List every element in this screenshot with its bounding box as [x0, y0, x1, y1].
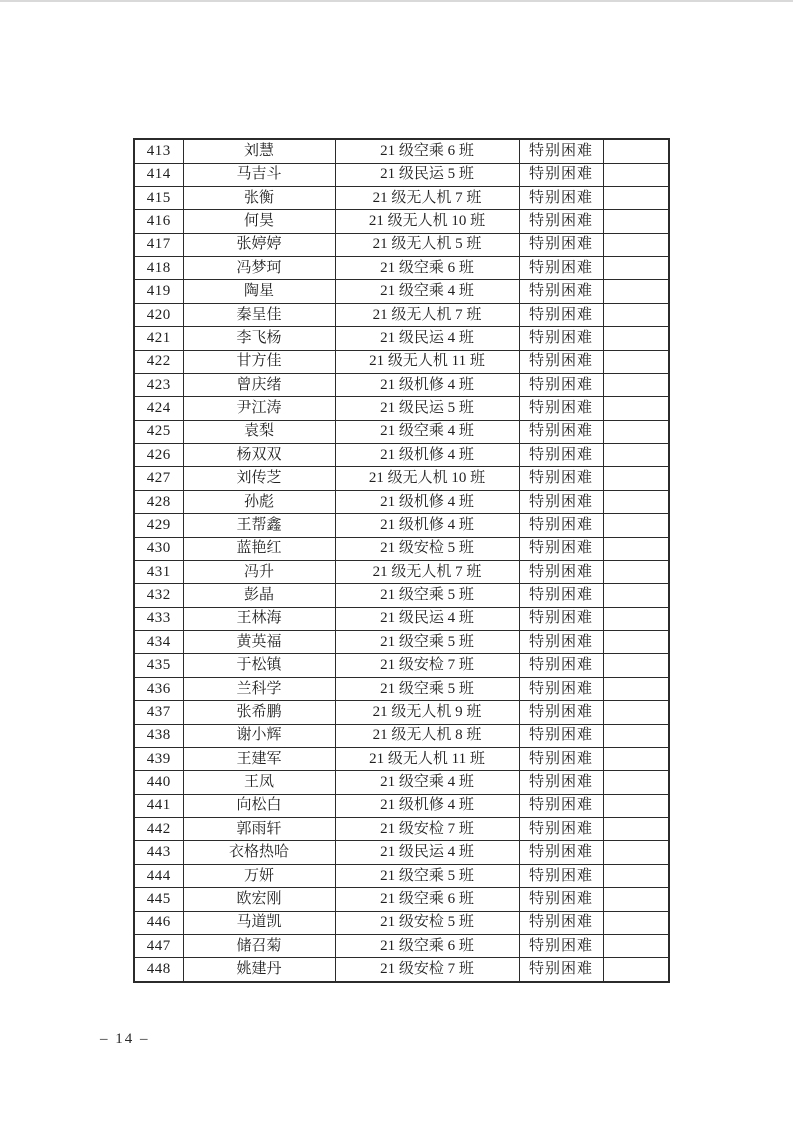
table-row — [134, 701, 669, 724]
cell-note — [603, 490, 669, 513]
table-row — [134, 420, 669, 443]
cell-class: 21 级空乘 4 班 — [335, 420, 519, 443]
cell-no: 431 — [134, 560, 183, 583]
table-row — [134, 444, 669, 467]
cell-status: 特别困难 — [519, 888, 603, 911]
cell-status: 特别困难 — [519, 210, 603, 233]
table-row — [134, 654, 669, 677]
cell-note — [603, 163, 669, 186]
table-row — [134, 841, 669, 864]
cell-note — [603, 654, 669, 677]
cell-class: 21 级民运 5 班 — [335, 163, 519, 186]
cell-class: 21 级空乘 6 班 — [335, 257, 519, 280]
cell-no: 435 — [134, 654, 183, 677]
cell-class: 21 级民运 4 班 — [335, 841, 519, 864]
cell-class: 21 级空乘 5 班 — [335, 584, 519, 607]
cell-note — [603, 677, 669, 700]
cell-no: 420 — [134, 303, 183, 326]
cell-class: 21 级空乘 6 班 — [335, 139, 519, 163]
cell-status: 特别困难 — [519, 163, 603, 186]
cell-class: 21 级无人机 8 班 — [335, 724, 519, 747]
cell-note — [603, 841, 669, 864]
cell-status: 特别困难 — [519, 257, 603, 280]
cell-name: 兰科学 — [183, 677, 335, 700]
table-row — [134, 303, 669, 326]
table-row — [134, 584, 669, 607]
cell-no: 436 — [134, 677, 183, 700]
cell-name: 陶星 — [183, 280, 335, 303]
cell-name: 马吉斗 — [183, 163, 335, 186]
cell-status: 特别困难 — [519, 607, 603, 630]
cell-status: 特别困难 — [519, 724, 603, 747]
cell-class: 21 级机修 4 班 — [335, 794, 519, 817]
cell-class: 21 级空乘 5 班 — [335, 864, 519, 887]
cell-name: 张衡 — [183, 186, 335, 209]
cell-note — [603, 350, 669, 373]
cell-class: 21 级安检 7 班 — [335, 654, 519, 677]
cell-no: 441 — [134, 794, 183, 817]
table-row — [134, 327, 669, 350]
cell-status: 特别困难 — [519, 701, 603, 724]
cell-note — [603, 560, 669, 583]
cell-no: 430 — [134, 537, 183, 560]
cell-status: 特别困难 — [519, 864, 603, 887]
cell-status: 特别困难 — [519, 397, 603, 420]
cell-status: 特别困难 — [519, 186, 603, 209]
cell-no: 444 — [134, 864, 183, 887]
cell-class: 21 级无人机 11 班 — [335, 747, 519, 770]
cell-name: 李飞杨 — [183, 327, 335, 350]
table-row — [134, 771, 669, 794]
cell-name: 储召菊 — [183, 934, 335, 957]
cell-class: 21 级无人机 9 班 — [335, 701, 519, 724]
cell-class: 21 级空乘 6 班 — [335, 934, 519, 957]
cell-no: 421 — [134, 327, 183, 350]
table-row — [134, 139, 669, 163]
cell-no: 440 — [134, 771, 183, 794]
cell-status: 特别困难 — [519, 654, 603, 677]
cell-note — [603, 373, 669, 396]
cell-name: 黄英福 — [183, 631, 335, 654]
table-row — [134, 607, 669, 630]
cell-no: 429 — [134, 514, 183, 537]
table-row — [134, 864, 669, 887]
cell-name: 甘方佳 — [183, 350, 335, 373]
scan-edge-artifact — [0, 0, 793, 2]
cell-status: 特别困难 — [519, 958, 603, 982]
cell-note — [603, 724, 669, 747]
cell-name: 孙彪 — [183, 490, 335, 513]
cell-class: 21 级安检 7 班 — [335, 958, 519, 982]
cell-no: 443 — [134, 841, 183, 864]
cell-no: 425 — [134, 420, 183, 443]
cell-note — [603, 794, 669, 817]
cell-no: 427 — [134, 467, 183, 490]
cell-class: 21 级无人机 10 班 — [335, 467, 519, 490]
cell-note — [603, 701, 669, 724]
cell-class: 21 级空乘 5 班 — [335, 677, 519, 700]
cell-note — [603, 444, 669, 467]
table-row — [134, 490, 669, 513]
cell-name: 衣格热哈 — [183, 841, 335, 864]
cell-note — [603, 257, 669, 280]
cell-name: 曾庆绪 — [183, 373, 335, 396]
cell-name: 秦呈佳 — [183, 303, 335, 326]
cell-name: 刘慧 — [183, 139, 335, 163]
cell-note — [603, 818, 669, 841]
cell-no: 422 — [134, 350, 183, 373]
cell-status: 特别困难 — [519, 420, 603, 443]
cell-name: 马道凯 — [183, 911, 335, 934]
cell-status: 特别困难 — [519, 139, 603, 163]
table-row — [134, 467, 669, 490]
student-aid-table-body — [134, 139, 669, 982]
table-row — [134, 560, 669, 583]
page-number: – 14 – — [100, 1031, 150, 1047]
cell-no: 426 — [134, 444, 183, 467]
cell-status: 特别困难 — [519, 818, 603, 841]
cell-status: 特别困难 — [519, 490, 603, 513]
cell-status: 特别困难 — [519, 677, 603, 700]
cell-class: 21 级无人机 7 班 — [335, 560, 519, 583]
table-row — [134, 514, 669, 537]
cell-status: 特别困难 — [519, 280, 603, 303]
table-row — [134, 397, 669, 420]
table-row — [134, 888, 669, 911]
cell-status: 特别困难 — [519, 794, 603, 817]
table-row — [134, 537, 669, 560]
cell-status: 特别困难 — [519, 631, 603, 654]
table-row — [134, 210, 669, 233]
cell-no: 419 — [134, 280, 183, 303]
cell-name: 郭雨轩 — [183, 818, 335, 841]
cell-name: 何昊 — [183, 210, 335, 233]
cell-no: 413 — [134, 139, 183, 163]
cell-no: 414 — [134, 163, 183, 186]
table-row — [134, 186, 669, 209]
cell-name: 冯梦珂 — [183, 257, 335, 280]
cell-class: 21 级无人机 10 班 — [335, 210, 519, 233]
student-aid-table — [133, 138, 670, 983]
cell-name: 于松镇 — [183, 654, 335, 677]
table-row — [134, 257, 669, 280]
table-row — [134, 958, 669, 982]
cell-note — [603, 420, 669, 443]
cell-name: 蓝艳红 — [183, 537, 335, 560]
cell-name: 张婷婷 — [183, 233, 335, 256]
cell-note — [603, 397, 669, 420]
table-row — [134, 794, 669, 817]
cell-status: 特别困难 — [519, 911, 603, 934]
cell-no: 428 — [134, 490, 183, 513]
cell-name: 欧宏刚 — [183, 888, 335, 911]
cell-no: 437 — [134, 701, 183, 724]
cell-status: 特别困难 — [519, 373, 603, 396]
table-row — [134, 373, 669, 396]
cell-status: 特别困难 — [519, 537, 603, 560]
cell-class: 21 级机修 4 班 — [335, 514, 519, 537]
cell-name: 尹江涛 — [183, 397, 335, 420]
cell-status: 特别困难 — [519, 467, 603, 490]
table-row — [134, 818, 669, 841]
cell-class: 21 级无人机 11 班 — [335, 350, 519, 373]
cell-note — [603, 747, 669, 770]
cell-status: 特别困难 — [519, 747, 603, 770]
cell-no: 442 — [134, 818, 183, 841]
cell-note — [603, 467, 669, 490]
cell-class: 21 级空乘 5 班 — [335, 631, 519, 654]
cell-name: 王林海 — [183, 607, 335, 630]
cell-note — [603, 537, 669, 560]
cell-status: 特别困难 — [519, 233, 603, 256]
cell-status: 特别困难 — [519, 514, 603, 537]
cell-name: 张希鹏 — [183, 701, 335, 724]
cell-note — [603, 911, 669, 934]
cell-class: 21 级民运 4 班 — [335, 607, 519, 630]
cell-note — [603, 514, 669, 537]
cell-no: 418 — [134, 257, 183, 280]
cell-note — [603, 327, 669, 350]
cell-no: 433 — [134, 607, 183, 630]
cell-class: 21 级空乘 6 班 — [335, 888, 519, 911]
cell-class: 21 级空乘 4 班 — [335, 771, 519, 794]
cell-note — [603, 584, 669, 607]
cell-status: 特别困难 — [519, 771, 603, 794]
table-row — [134, 631, 669, 654]
cell-no: 417 — [134, 233, 183, 256]
cell-no: 447 — [134, 934, 183, 957]
cell-class: 21 级空乘 4 班 — [335, 280, 519, 303]
table-row — [134, 747, 669, 770]
cell-status: 特别困难 — [519, 584, 603, 607]
cell-name: 王建军 — [183, 747, 335, 770]
cell-no: 438 — [134, 724, 183, 747]
cell-class: 21 级无人机 7 班 — [335, 186, 519, 209]
cell-status: 特别困难 — [519, 841, 603, 864]
cell-status: 特别困难 — [519, 303, 603, 326]
cell-class: 21 级安检 7 班 — [335, 818, 519, 841]
cell-name: 袁梨 — [183, 420, 335, 443]
cell-note — [603, 210, 669, 233]
cell-class: 21 级机修 4 班 — [335, 444, 519, 467]
cell-name: 谢小辉 — [183, 724, 335, 747]
cell-note — [603, 934, 669, 957]
table-row — [134, 724, 669, 747]
cell-name: 姚建丹 — [183, 958, 335, 982]
cell-status: 特别困难 — [519, 327, 603, 350]
table-row — [134, 350, 669, 373]
cell-status: 特别困难 — [519, 560, 603, 583]
cell-note — [603, 771, 669, 794]
cell-class: 21 级机修 4 班 — [335, 490, 519, 513]
cell-note — [603, 233, 669, 256]
cell-no: 439 — [134, 747, 183, 770]
cell-no: 415 — [134, 186, 183, 209]
cell-note — [603, 864, 669, 887]
cell-no: 432 — [134, 584, 183, 607]
cell-name: 王帮鑫 — [183, 514, 335, 537]
cell-name: 刘传芝 — [183, 467, 335, 490]
table-row — [134, 934, 669, 957]
cell-no: 448 — [134, 958, 183, 982]
cell-name: 向松白 — [183, 794, 335, 817]
cell-note — [603, 607, 669, 630]
cell-class: 21 级无人机 5 班 — [335, 233, 519, 256]
cell-note — [603, 139, 669, 163]
cell-no: 416 — [134, 210, 183, 233]
cell-note — [603, 958, 669, 982]
cell-status: 特别困难 — [519, 350, 603, 373]
cell-note — [603, 186, 669, 209]
cell-name: 冯升 — [183, 560, 335, 583]
cell-name: 万妍 — [183, 864, 335, 887]
cell-status: 特别困难 — [519, 934, 603, 957]
cell-class: 21 级民运 4 班 — [335, 327, 519, 350]
cell-name: 杨双双 — [183, 444, 335, 467]
cell-note — [603, 280, 669, 303]
cell-note — [603, 303, 669, 326]
cell-no: 446 — [134, 911, 183, 934]
cell-name: 彭晶 — [183, 584, 335, 607]
cell-class: 21 级民运 5 班 — [335, 397, 519, 420]
cell-status: 特别困难 — [519, 444, 603, 467]
table-row — [134, 163, 669, 186]
cell-no: 424 — [134, 397, 183, 420]
cell-note — [603, 888, 669, 911]
cell-class: 21 级机修 4 班 — [335, 373, 519, 396]
cell-class: 21 级安检 5 班 — [335, 537, 519, 560]
cell-no: 445 — [134, 888, 183, 911]
table-row — [134, 677, 669, 700]
cell-class: 21 级无人机 7 班 — [335, 303, 519, 326]
cell-name: 王凤 — [183, 771, 335, 794]
table-row — [134, 280, 669, 303]
cell-no: 434 — [134, 631, 183, 654]
table-row — [134, 233, 669, 256]
cell-no: 423 — [134, 373, 183, 396]
cell-note — [603, 631, 669, 654]
cell-class: 21 级安检 5 班 — [335, 911, 519, 934]
table-row — [134, 911, 669, 934]
